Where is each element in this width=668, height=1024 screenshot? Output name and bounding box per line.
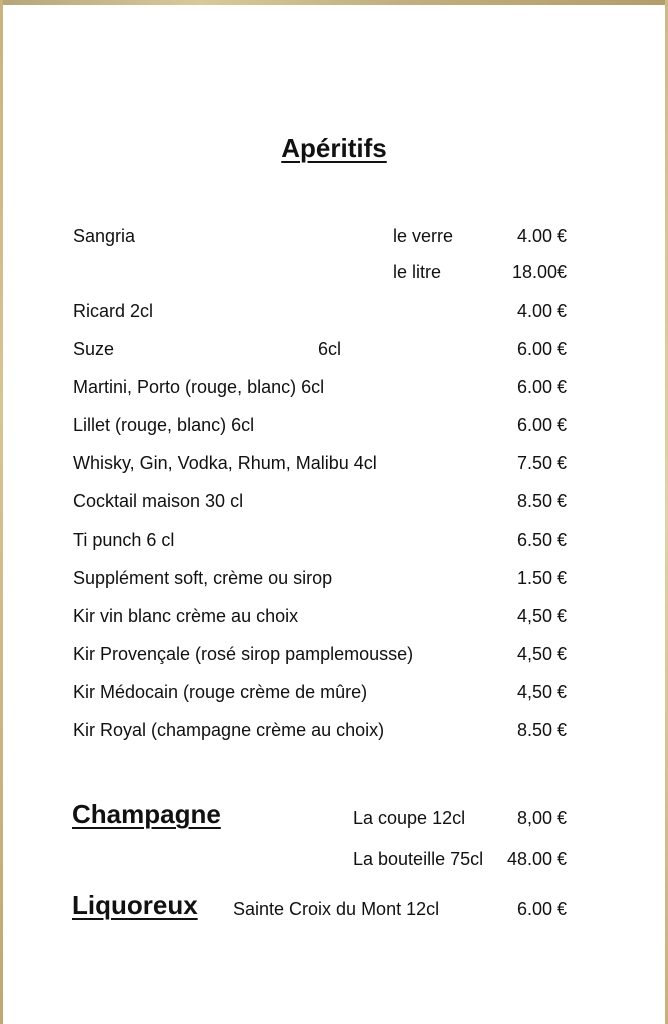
menu-row-supplement bbox=[0, 563, 668, 593]
item-name: Whisky, Gin, Vodka, Rhum, Malibu 4cl bbox=[73, 453, 377, 473]
item-price: 6.00 € bbox=[516, 377, 567, 397]
menu-row-martini bbox=[0, 372, 668, 402]
item-name: Sangria bbox=[73, 226, 136, 246]
item-price: 6.00 € bbox=[516, 339, 567, 359]
item-price: 8.50 € bbox=[516, 720, 567, 740]
item-name: Ti punch 6 cl bbox=[73, 530, 175, 550]
section-title-champagne: Champagne bbox=[72, 799, 221, 829]
item-price: 48.00 € bbox=[506, 849, 567, 869]
menu-row-lillet bbox=[0, 410, 668, 440]
menu-row-champagne-bouteille bbox=[0, 844, 668, 874]
item-unit: 6cl bbox=[318, 339, 342, 359]
item-price: 8,00 € bbox=[516, 808, 567, 828]
item-name: Kir Provençale (rosé sirop pamplemousse) bbox=[73, 644, 414, 664]
menu-row-ti-punch bbox=[0, 525, 668, 555]
item-price: 4.00 € bbox=[516, 226, 567, 246]
item-unit: La bouteille 75cl bbox=[353, 849, 484, 869]
item-price: 4,50 € bbox=[516, 682, 567, 702]
item-price: 6.50 € bbox=[516, 530, 567, 550]
menu-row-kir-vin-blanc bbox=[0, 601, 668, 631]
item-name: Kir vin blanc crème au choix bbox=[73, 606, 299, 626]
item-name: Supplément soft, crème ou sirop bbox=[73, 568, 333, 588]
page-title: Apéritifs bbox=[281, 133, 387, 163]
item-unit: le litre bbox=[393, 262, 442, 282]
menu-row-suze bbox=[0, 334, 668, 364]
menu-row-ricard bbox=[0, 296, 668, 326]
menu-row-sangria-verre bbox=[0, 221, 668, 251]
item-unit: La coupe 12cl bbox=[353, 808, 466, 828]
paper-edge-top bbox=[0, 0, 668, 5]
menu-row-cocktail bbox=[0, 486, 668, 516]
item-price: 18.00€ bbox=[511, 262, 567, 282]
section-title-liquoreux: Liquoreux bbox=[72, 890, 198, 920]
menu-row-sangria-litre bbox=[0, 257, 668, 287]
item-name: Ricard 2cl bbox=[73, 301, 154, 321]
menu-row-kir-provencale bbox=[0, 639, 668, 669]
item-name: Cocktail maison 30 cl bbox=[73, 491, 244, 511]
item-price: 8.50 € bbox=[516, 491, 567, 511]
item-price: 4,50 € bbox=[516, 606, 567, 626]
item-name: Kir Médocain (rouge crème de mûre) bbox=[73, 682, 368, 702]
item-price: 6.00 € bbox=[516, 415, 567, 435]
menu-row-kir-medocain bbox=[0, 677, 668, 707]
item-price: 6.00 € bbox=[516, 899, 567, 919]
item-name: Suze bbox=[73, 339, 115, 359]
item-name: Martini, Porto (rouge, blanc) 6cl bbox=[73, 377, 325, 397]
item-price: 7.50 € bbox=[516, 453, 567, 473]
menu-row-kir-royal bbox=[0, 715, 668, 745]
item-price: 4.00 € bbox=[516, 301, 567, 321]
item-price: 4,50 € bbox=[516, 644, 567, 664]
item-name: Lillet (rouge, blanc) 6cl bbox=[73, 415, 255, 435]
menu-row-champagne-coupe bbox=[0, 803, 668, 833]
item-price: 1.50 € bbox=[516, 568, 567, 588]
item-unit: le verre bbox=[393, 226, 454, 246]
item-name: Kir Royal (champagne crème au choix) bbox=[73, 720, 385, 740]
item-unit: Sainte Croix du Mont 12cl bbox=[233, 899, 440, 919]
menu-row-spirits bbox=[0, 448, 668, 478]
menu-row-liquoreux bbox=[0, 894, 668, 924]
